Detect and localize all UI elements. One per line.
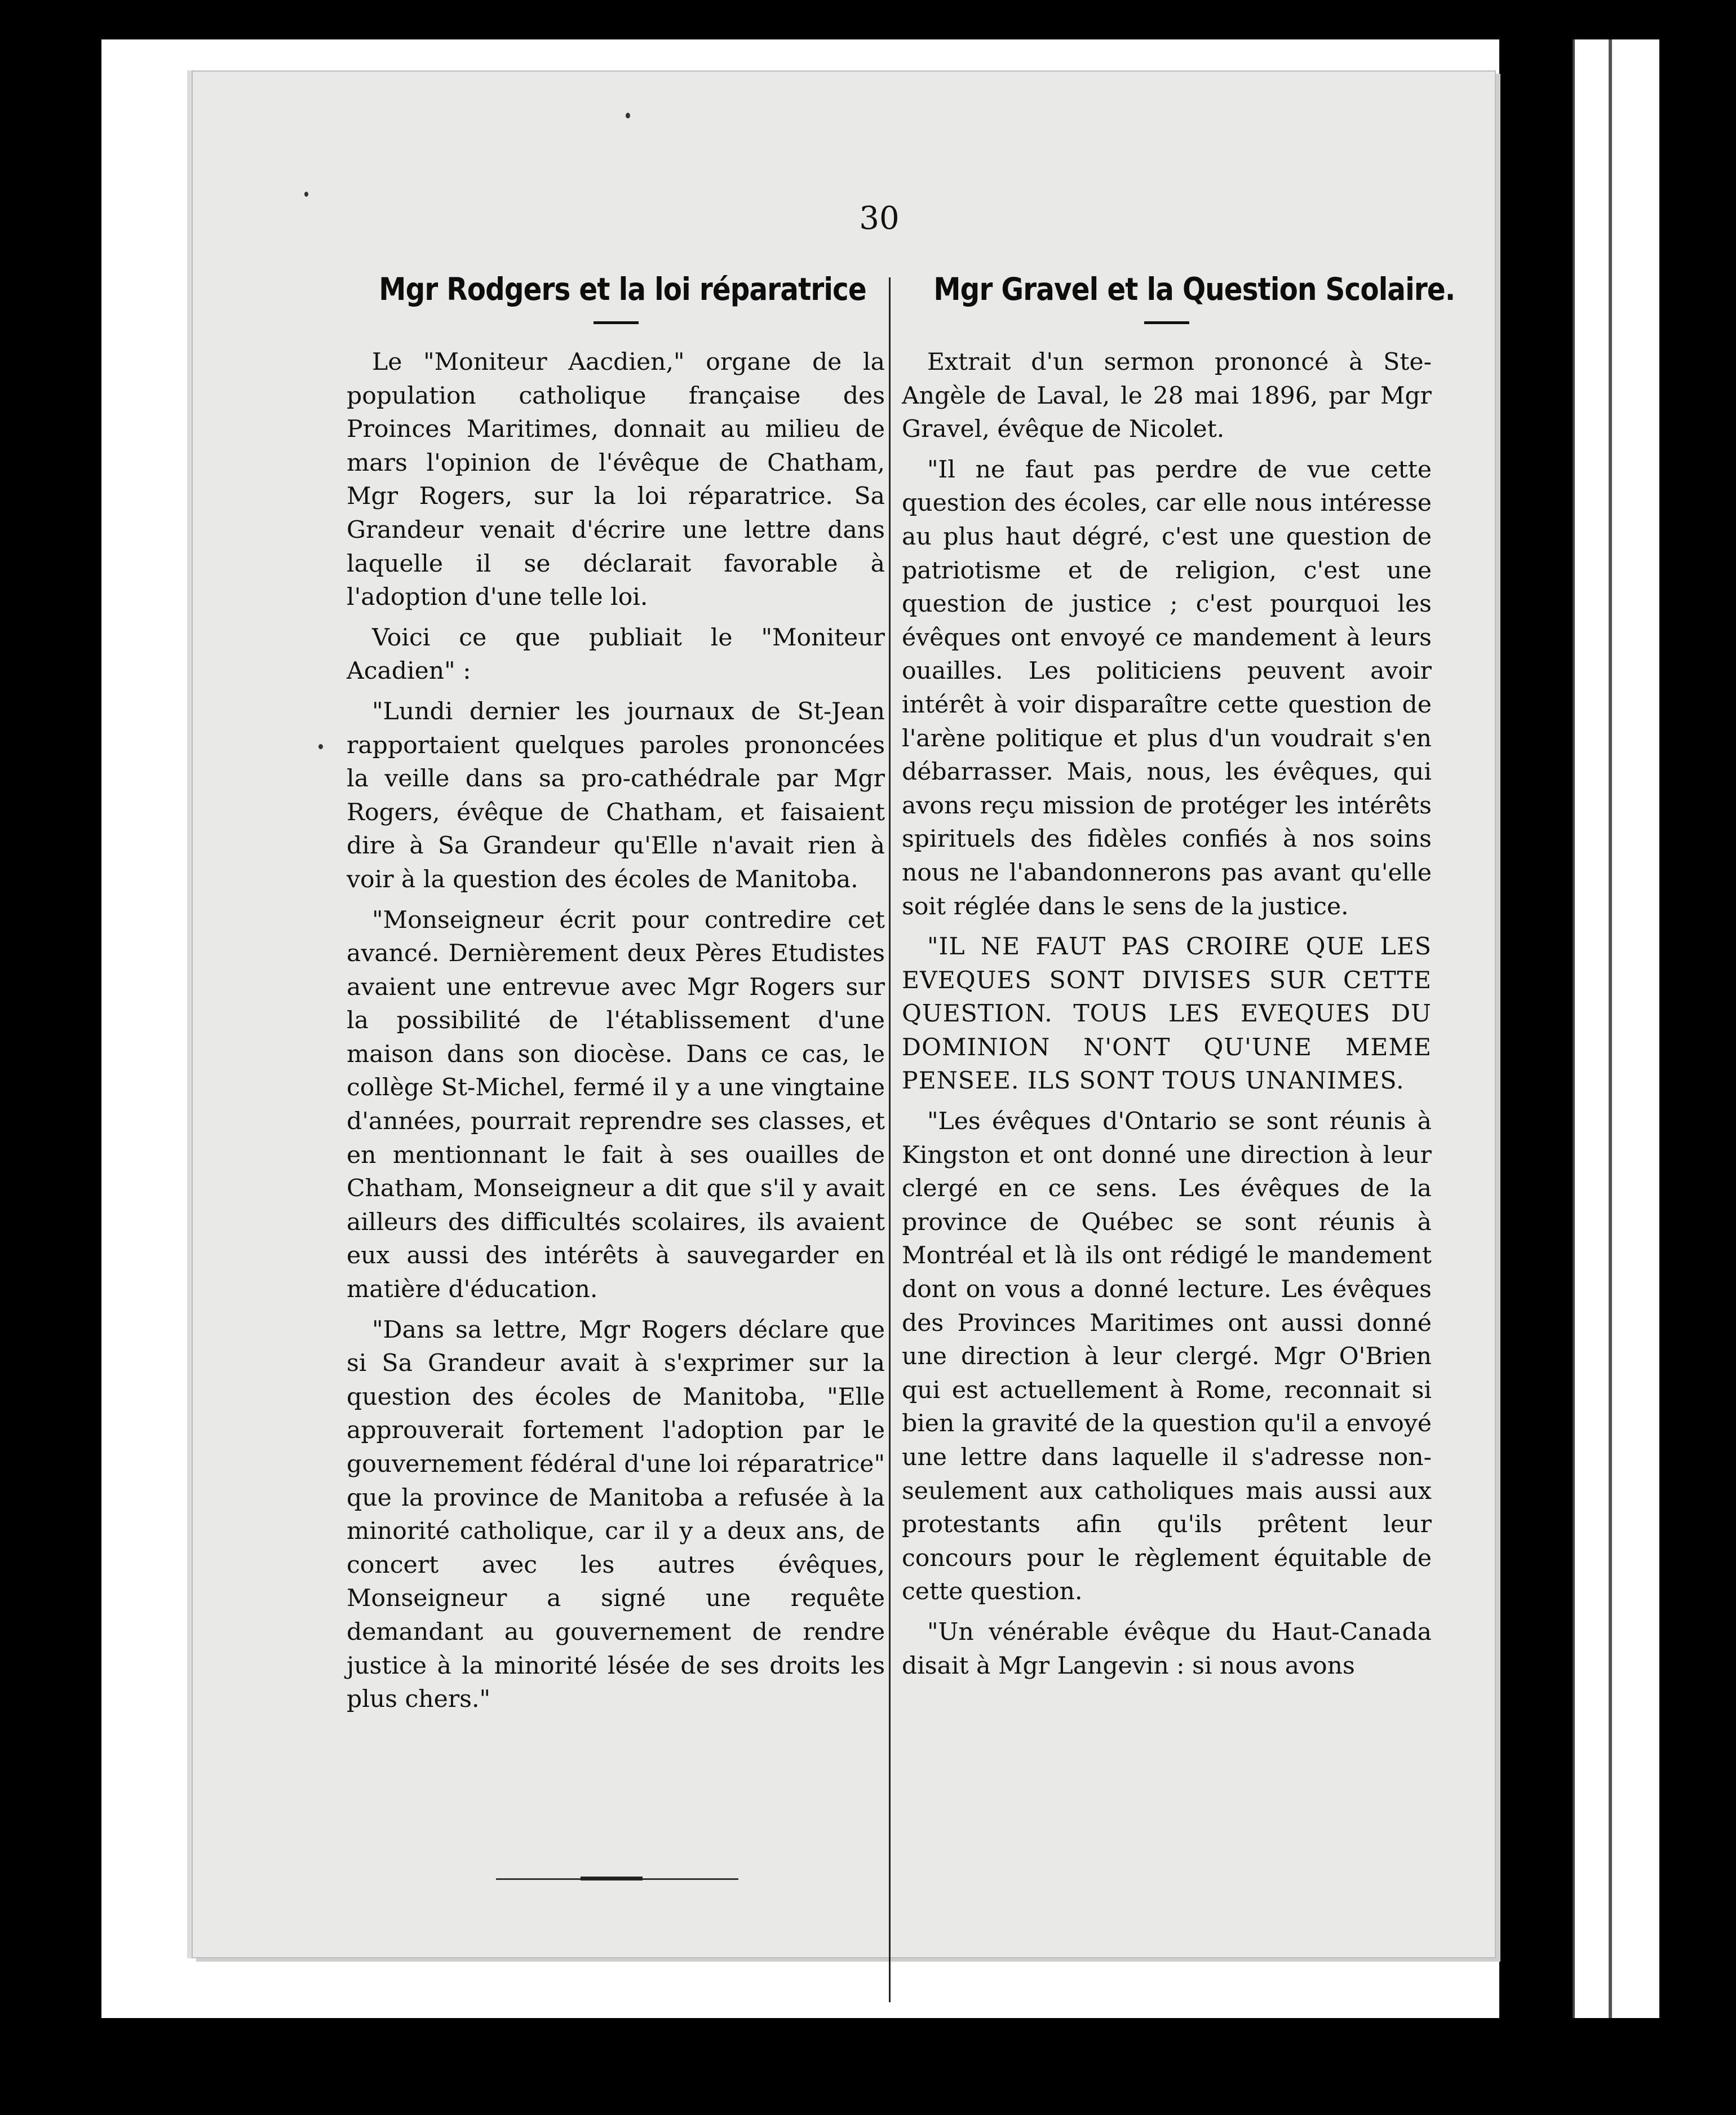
left-paragraph: "Monseigneur écrit pour contredire cet avancé. Dernièrement deux Pères Etudistes avaient une entrevue avec Mgr Rogers sur la possibilité de l'établissement d'une maison dans son diocèse. Dans ce cas, le collège St-Michel, fermé il y a une vingtaine d'années, pourrait reprendre ses classes, et en mentionnant le fait à ses ouailles de Chatham, Monseigneur a dit que s'il y avait ailleurs des difficultés scolaires, ils avaient eux aussi des intérêts à sauvegarder en matière d'éducation. (347, 906, 885, 1304)
scan-speck (304, 192, 308, 197)
right-paragraph: "Un vénérable évêque du Haut-Canada disait à Mgr Langevin : si nous avons (902, 1618, 1432, 1680)
right-paragraph: Extrait d'un sermon prononcé à Ste-Angèle de Laval, le 28 mai 1896, par Mgr Gravel, évêque de Nicolet. (902, 348, 1432, 444)
page-stack-edge (1573, 39, 1659, 2018)
right-article (902, 269, 1455, 1689)
right-paragraph-caps: "IL NE FAUT PAS CROIRE QUE LES EVEQUES SONT DIVISES SUR CETTE QUESTION. TOUS LES EVEQUES DU DOMINION N'ONT QU'UNE MEME PENSEE. ILS SONT TOUS UNANIMES. (902, 933, 1432, 1095)
left-paragraph: Le "Moniteur Aacdien," organe de la population catholique française des Proinces Maritimes, donnait au milieu de mars l'opinion de l'évêque de Chatham, Mgr Rogers, sur la loi réparatrice. Sa Grandeur venait d'écrire une lettre dans laquelle il se déclarait favorable à l'adoption d'une telle loi. (347, 348, 885, 612)
title-rule (1144, 321, 1189, 324)
right-article-title: Mgr Gravel et la Question Scolaire. (933, 271, 1455, 307)
left-paragraph: "Dans sa lettre, Mgr Rogers déclare que si Sa Grandeur avait à s'exprimer sur la question des écoles de Manitoba, "Elle approuverait fortement l'adoption par le gouvernement fédéral d'une loi réparatrice" que la province de Manitoba a refusée à la minorité catholique, car il y a deux ans, de concert avec les autres évêques, Monseigneur a signé une requête demandant au gouvernement de rendre justice à la minorité lésée de ses droits les plus chers." (347, 1316, 885, 1714)
right-paragraph: "Les évêques d'Ontario se sont réunis à Kingston et ont donné une direction à leur clergé en ce sens. Les évêques de la province de Québec se sont réunis à Montréal et là ils ont rédigé le mandement dont on vous a donné lecture. Les évêques des Provinces Maritimes ont aussi donné une direction à leur clergé. Mgr O'Brien qui est actuellement à Rome, reconnait si bien la gravité de la question qu'il a envoyé une lettre dans laquelle il s'adresse non-seulement aux catholiques mais aussi aux protestants afin qu'ils prêtent leur concours pour le règlement équitable de cette question. (902, 1108, 1432, 1606)
left-article-title: Mgr Rodgers et la loi réparatrice (379, 271, 866, 307)
left-paragraph: Voici ce que publiait le "Moniteur Acadien" : (347, 623, 885, 685)
column-divider (889, 277, 891, 2002)
right-paragraph: "Il ne faut pas perdre de vue cette question des écoles, car elle nous intéresse au plus haut dégré, c'est une question de patriotisme et de religion, c'est une question de justice ; c'est pourquoi les évêques ont envoyé ce mandement à leurs ouailles. Les politiciens peuvent avoir intérêt à voir disparaître cette question de l'arène politique et plus d'un voudrait s'en débarrasser. Mais, nous, les évêques, qui avons reçu mission de protéger les intérêts spirituels des fidèles confiés à nos soins nous ne l'abandonnerons pas avant qu'elle soit réglée dans le sens de la justice. (902, 455, 1432, 921)
left-paragraph: "Lundi dernier les journaux de St-Jean rapportaient quelques paroles prononcées la veille dans sa pro-cathédrale par Mgr Rogers, évêque de Chatham, et faisaient dire à Sa Grandeur qu'Elle n'avait rien à voir à la question des écoles de Manitoba. (347, 697, 885, 893)
page-number: 30 (859, 200, 900, 237)
left-article (347, 269, 885, 1723)
scan-speck (626, 113, 630, 118)
title-rule (594, 321, 639, 324)
article-end-rule (496, 1878, 738, 1880)
scan-speck (318, 744, 323, 749)
